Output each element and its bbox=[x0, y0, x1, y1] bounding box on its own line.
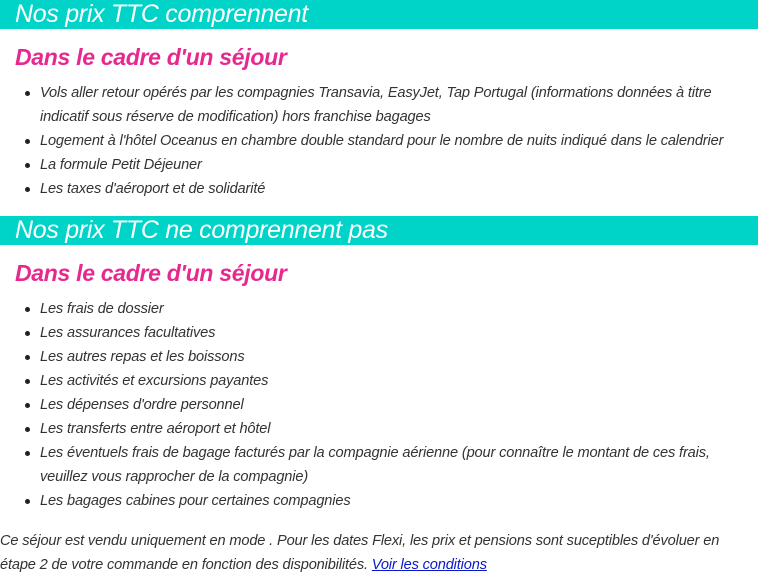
list-item: Les frais de dossier bbox=[40, 297, 758, 321]
view-conditions-link[interactable]: Voir les conditions bbox=[371, 557, 487, 573]
included-subheading: Dans le cadre d'un séjour bbox=[15, 44, 287, 70]
list-item: Les dépenses d'ordre personnel bbox=[40, 393, 758, 417]
conditions-note bbox=[0, 529, 758, 574]
included-section bbox=[0, 0, 758, 201]
conditions-note-text: Ce séjour est vendu uniquement en mode . Pour les dates Flexi, les prix et pensions sont suceptibles d'évoluer en étape 2 de votre commande en fonction des disponibilités. bbox=[0, 533, 720, 573]
excluded-subheading: Dans le cadre d'un séjour bbox=[15, 260, 287, 286]
list-item: Logement à l'hôtel Oceanus en chambre double standard pour le nombre de nuits indiqué dans le calendrier bbox=[40, 129, 758, 153]
excluded-section bbox=[0, 216, 758, 513]
excluded-heading: Nos prix TTC ne comprennent pas bbox=[0, 216, 758, 245]
included-heading: Nos prix TTC comprennent bbox=[0, 0, 758, 29]
included-list bbox=[0, 81, 758, 201]
list-item: Les transferts entre aéroport et hôtel bbox=[40, 417, 758, 441]
list-item: Vols aller retour opérés par les compagnies Transavia, EasyJet, Tap Portugal (informations données à titre indicatif sous réserve de modification) hors franchise bagages bbox=[40, 81, 758, 129]
list-item: Les autres repas et les boissons bbox=[40, 345, 758, 369]
list-item: Les bagages cabines pour certaines compagnies bbox=[40, 489, 758, 513]
list-item: Les assurances facultatives bbox=[40, 321, 758, 345]
excluded-list bbox=[0, 297, 758, 513]
list-item: Les éventuels frais de bagage facturés par la compagnie aérienne (pour connaître le montant de ces frais, veuillez vous rapprocher de la compagnie) bbox=[40, 441, 758, 489]
list-item: Les taxes d'aéroport et de solidarité bbox=[40, 177, 758, 201]
list-item: Les activités et excursions payantes bbox=[40, 369, 758, 393]
list-item: La formule Petit Déjeuner bbox=[40, 153, 758, 177]
